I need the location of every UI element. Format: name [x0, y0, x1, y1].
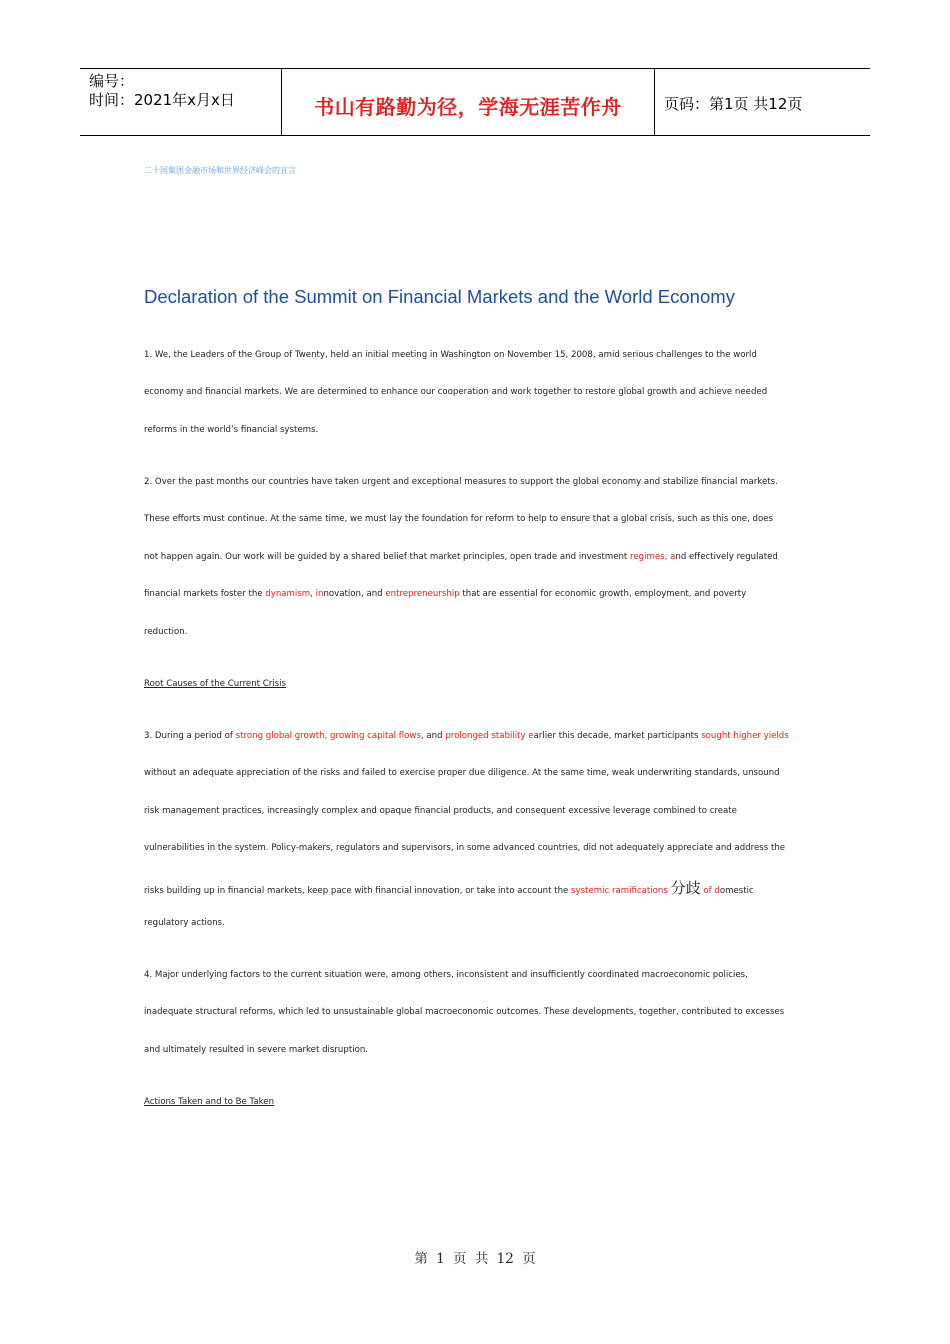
p2-line5: reduction. [144, 627, 188, 637]
header-meta-cell [80, 69, 281, 135]
motto-text: 书山有路勤为径，学海无涯苦作舟 [314, 94, 622, 119]
p2-line1: 2. Over the past months our countries have taken urgent and exceptional measures to support the global economy and stabilize financial markets. [144, 477, 778, 487]
highlight-run: sought higher yields [701, 731, 789, 741]
text-run: not happen again. Our work will be guided by a shared belief that market principles, open trade and investment [144, 552, 631, 562]
p3-line6: regulatory actions. [144, 918, 225, 928]
p1-line1: 1. We, the Leaders of the Group of Twenty, held an initial meeting in Washington on November 15, 2008, amid serious challenges to the world [144, 350, 757, 360]
text-run: risks building up in financial markets, keep pace with financial innovation, or take into account the [144, 886, 572, 896]
highlight-run: of d [703, 886, 720, 896]
p3-line4: vulnerabilities in the system. Policy-makers, regulators and supervisors, in some advanced countries, did not adequately appreciate and address the [144, 843, 786, 853]
p2-line2: These efforts must continue. At the same time, we must lay the foundation for reform to help to ensure that a global crisis, such as this one, does [144, 514, 774, 524]
p4-line1: 4. Major underlying factors to the current situation were, among others, inconsistent and insufficiently coordinated macroeconomic policies, [144, 970, 748, 980]
header-motto-cell [281, 69, 655, 135]
chinese-subtitle: 二十国集团金融市场和世界经济峰会的宣言 [144, 166, 296, 175]
p4-line3: and ultimately resulted in severe market disruption. [144, 1045, 369, 1055]
section-heading-actions: Actions Taken and to Be Taken [144, 1097, 275, 1107]
text-run: arlier this decade, market participants [533, 731, 702, 741]
text-run: omestic [719, 886, 754, 896]
page-footer: 第 1 页 共 12 页 [414, 1251, 536, 1267]
text-run: financial markets foster the [144, 589, 266, 599]
highlight-run: regimes, a [630, 552, 676, 562]
highlight-run: systemic ramifications [571, 886, 668, 896]
text-run: novation, and [323, 589, 386, 599]
highlight-run: entrepreneurship [385, 589, 460, 599]
p3-line3: risk management practices, increasingly complex and opaque financial products, and consequent excessive leverage combined to create [144, 806, 737, 816]
p3-line2: without an adequate appreciation of the risks and failed to exercise proper due diligence. At the same time, weak underwriting standards, unsound [144, 768, 780, 778]
p1-line2: economy and financial markets. We are determined to enhance our cooperation and work together to restore global growth and achieve needed [144, 387, 768, 397]
highlight-run: prolonged stability e [445, 731, 534, 741]
text-run: nd effectively regulated [675, 552, 778, 562]
document-header [80, 68, 870, 136]
p2-line4 [144, 589, 746, 599]
section-heading-root-causes: Root Causes of the Current Crisis [144, 679, 287, 689]
document-title: Declaration of the Summit on Financial Markets and the World Economy [144, 286, 735, 307]
text-run: , and [420, 731, 446, 741]
highlight-run: dynamism, in [265, 589, 324, 599]
p4-line2: inadequate structural reforms, which led to unsustainable global macroeconomic outcomes. These developments, together, contributed to excesses [144, 1007, 785, 1017]
number-label: 编号： [89, 72, 135, 90]
p3-line1 [144, 731, 789, 741]
p2-line3 [144, 552, 778, 562]
page-info: 页码：第1页 共12页 [664, 94, 803, 113]
p3-line5 [144, 877, 754, 898]
text-run: that are essential for economic growth, employment, and poverty [459, 589, 747, 599]
chinese-annotation: 分歧 [670, 879, 701, 897]
p1-line3: reforms in the world’s financial systems. [144, 425, 319, 435]
time-label: 时间：2021年x月x日 [89, 91, 235, 109]
highlight-run: strong global growth, growing capital flows [235, 731, 421, 741]
text-run: 3. During a period of [144, 731, 236, 741]
header-page-cell [655, 69, 870, 135]
